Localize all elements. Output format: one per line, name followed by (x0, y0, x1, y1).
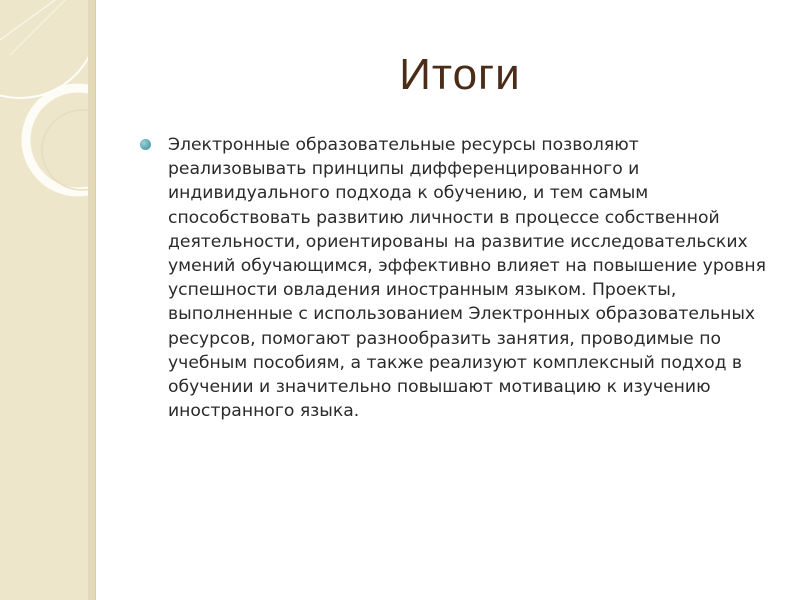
decorative-circles (0, 0, 88, 260)
bullet-text: Электронные образовательные ресурсы позволяют реализовывать принципы дифференцированного и индивидуального подхода к обучению, и тем самым способствовать развитию личности в процессе собственной деятельности, ориентированы на развитие исследовательских умений обучающимся, эффективно влияет на повышение уровня успешности овладения иностранным языком. Проекты, выполненные с использованием Электронных образовательных ресурсов, помогают разнообразить занятия, проводимые по учебным пособиям, а также реализуют комплексный подход в обучении и значительно повышают мотивацию к изучению иностранного языка. (168, 135, 766, 422)
band-edge-line (95, 0, 96, 600)
bullet-list (138, 133, 778, 423)
left-decorative-band (0, 0, 88, 600)
band-edge (88, 0, 95, 600)
bullet-icon (140, 139, 151, 150)
list-item (138, 133, 778, 423)
slide-title: Итоги (399, 50, 521, 99)
